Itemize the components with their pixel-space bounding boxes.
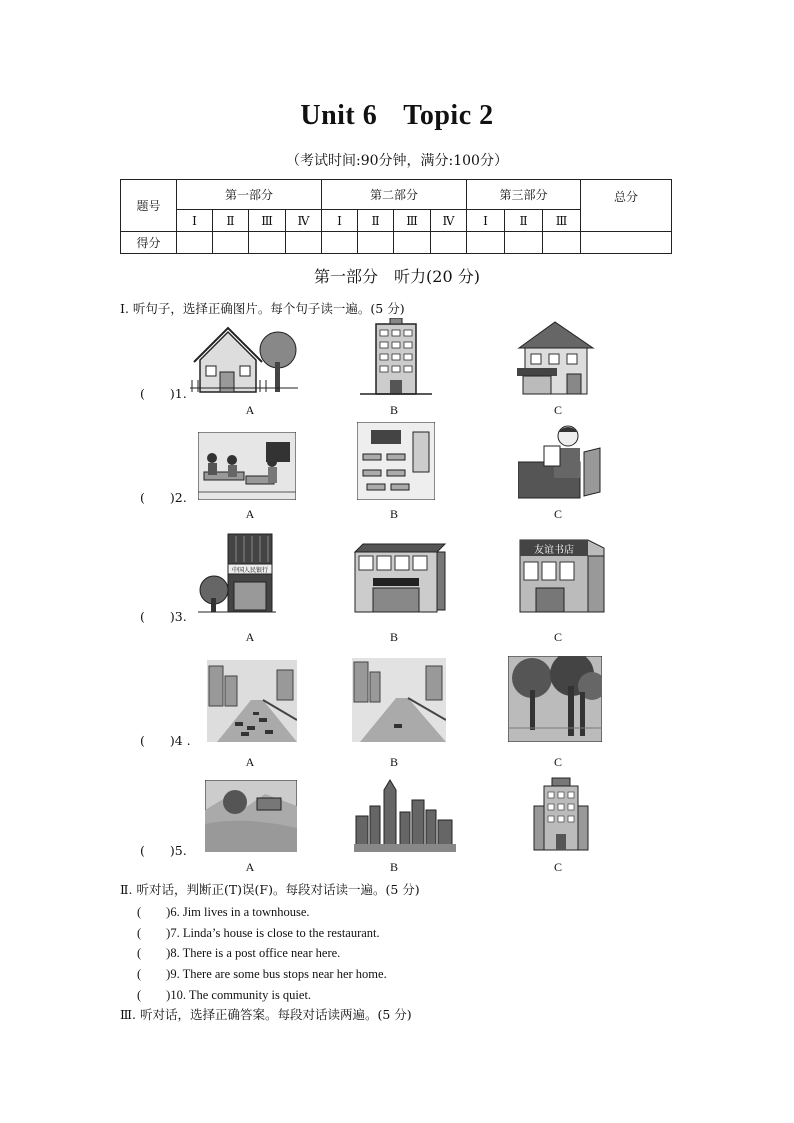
question-5-number: ( )5.	[140, 843, 187, 858]
col-roman: Ⅳ	[431, 210, 467, 232]
bookstore-picture	[518, 532, 606, 614]
cottage-picture	[190, 322, 298, 394]
col-roman: Ⅰ	[322, 210, 358, 232]
question-1-number: ( )1.	[140, 386, 187, 401]
city-skyline-picture	[354, 776, 456, 852]
village-landscape-picture	[205, 780, 297, 852]
option-label: C	[553, 860, 562, 874]
apartment-tower-picture	[360, 318, 432, 396]
col-roman: Ⅰ	[467, 210, 505, 232]
part2-header: 第二部分	[322, 180, 467, 210]
option-label: B	[389, 403, 398, 417]
empty-classroom-picture	[357, 422, 435, 500]
forest-picture	[508, 656, 602, 742]
part2-instruction: Ⅱ. 听对话，判断正(T)误(F)。每段对话读一遍。(5 分)	[120, 882, 420, 897]
col-roman: Ⅱ	[358, 210, 394, 232]
col-roman: Ⅱ	[213, 210, 249, 232]
score-cell[interactable]	[505, 232, 543, 254]
option-label: C	[553, 403, 562, 417]
score-cell[interactable]	[213, 232, 249, 254]
score-cell[interactable]	[431, 232, 467, 254]
statement-9: ( )9. There are some bus stops near her home.	[137, 967, 387, 981]
score-cell[interactable]	[322, 232, 358, 254]
skyscraper-picture	[530, 776, 592, 852]
part3-header: 第三部分	[467, 180, 581, 210]
title-unit: Unit 6	[300, 100, 378, 131]
question-2-number: ( )2.	[140, 490, 187, 505]
col-roman: Ⅲ	[394, 210, 431, 232]
option-label: C	[553, 507, 562, 521]
statement-7: ( )7. Linda’s house is close to the restaurant.	[137, 926, 380, 940]
option-label: C	[553, 755, 562, 769]
row-label-defen: 得分	[121, 232, 177, 254]
col-roman: Ⅲ	[543, 210, 581, 232]
section-title: 第一部分 听力(20 分)	[314, 267, 480, 286]
option-label: B	[389, 630, 398, 644]
score-table	[120, 179, 672, 254]
part1-header: 第一部分	[177, 180, 322, 210]
score-cell[interactable]	[358, 232, 394, 254]
bank-sign-text: 中国人民银行	[231, 567, 269, 574]
title-topic: Topic 2	[403, 100, 494, 131]
option-label: A	[245, 403, 255, 417]
option-label: A	[245, 507, 255, 521]
score-cell[interactable]	[543, 232, 581, 254]
col-roman: Ⅲ	[249, 210, 286, 232]
option-label: C	[553, 630, 562, 644]
score-cell[interactable]	[177, 232, 213, 254]
statement-6: ( )6. Jim lives in a townhouse.	[137, 905, 310, 919]
option-label: B	[389, 507, 398, 521]
bookstore-sign-text: 友谊书店	[534, 545, 574, 556]
exam-info: （考试时间:90分钟，满分:100分）	[286, 153, 508, 169]
score-cell[interactable]	[394, 232, 431, 254]
part1-instruction: Ⅰ. 听句子，选择正确图片。每个句子读一遍。(5 分)	[120, 301, 405, 316]
page-title	[0, 100, 794, 132]
option-label: A	[245, 755, 255, 769]
question-3-number: ( )3.	[140, 609, 187, 624]
col-roman: Ⅱ	[505, 210, 543, 232]
quiet-street-picture	[352, 658, 446, 742]
question-4-number: ( )4 .	[140, 733, 191, 748]
option-label: B	[389, 860, 398, 874]
boy-reading-picture	[518, 422, 604, 500]
score-cell[interactable]	[286, 232, 322, 254]
option-label: A	[245, 860, 255, 874]
col-roman: Ⅰ	[177, 210, 213, 232]
statement-8: ( )8. There is a post office near here.	[137, 946, 341, 960]
classroom-students-picture	[198, 432, 296, 500]
statement-10: ( )10. The community is quiet.	[137, 988, 312, 1002]
busy-street-picture	[207, 660, 297, 742]
part3-instruction: Ⅲ. 听对话，选择正确答案。每段对话读两遍。(5 分)	[120, 1007, 412, 1022]
bank-picture	[198, 532, 276, 614]
score-cell[interactable]	[581, 232, 672, 254]
score-cell[interactable]	[467, 232, 505, 254]
score-cell[interactable]	[249, 232, 286, 254]
col-roman: Ⅳ	[286, 210, 322, 232]
option-label: B	[389, 755, 398, 769]
shopping-mall-picture	[347, 542, 447, 614]
row-label-tihao: 题号	[121, 180, 177, 232]
total-header: 总分	[581, 180, 672, 232]
option-label: A	[245, 630, 255, 644]
townhouse-picture	[515, 318, 597, 396]
